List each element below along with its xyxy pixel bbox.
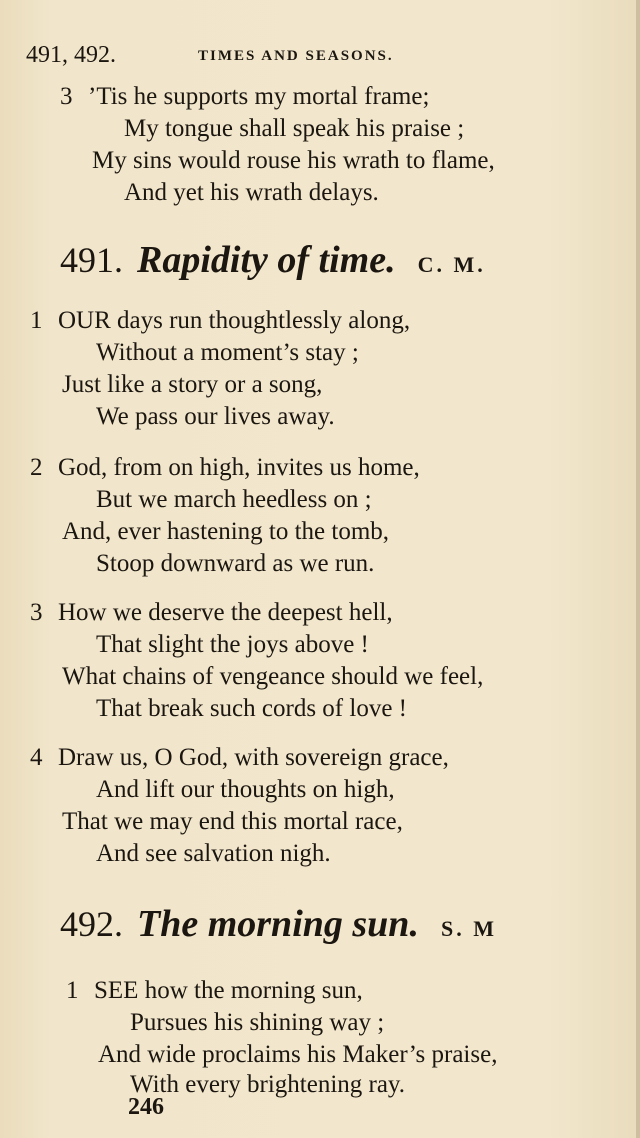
stanza-line: What chains of vengeance should we feel, <box>62 663 484 690</box>
stanza-line: And lift our thoughts on high, <box>96 776 395 803</box>
hymn-meter: C. M. <box>417 252 486 277</box>
hymn-title: The morning sun. <box>137 903 419 945</box>
stanza-line: And see salvation nigh. <box>96 840 331 867</box>
stanza-line: Just like a story or a song, <box>62 371 323 398</box>
stanza-number: 4 <box>30 744 43 771</box>
hymn-492-heading <box>60 902 497 946</box>
stanza-line: With every brightening ray. <box>130 1071 406 1098</box>
stanza-line: And wide proclaims his Maker’s praise, <box>98 1041 498 1068</box>
stanza-line: Without a moment’s stay ; <box>96 339 359 366</box>
hymn-number: 492. <box>60 904 123 944</box>
header-running-title: TIMES AND SEASONS. <box>198 48 394 64</box>
stanza-line: 1 OUR days run thoughtlessly along, <box>30 307 411 334</box>
stanza-line: That break such cords of love ! <box>96 695 407 722</box>
header-hymn-numbers: 491, 492. <box>26 42 116 68</box>
stanza-number: 1 <box>66 977 79 1004</box>
stanza-line: 2 God, from on high, invites us home, <box>30 454 420 481</box>
stanza-line: And, ever hastening to the tomb, <box>62 518 390 545</box>
stanza-line: We pass our lives away. <box>96 403 335 430</box>
stanza-line: Pursues his shining way ; <box>130 1009 385 1036</box>
page-edge <box>636 0 640 1138</box>
stanza-line: 3 How we deserve the deepest hell, <box>30 599 393 626</box>
stanza-line: Stoop downward as we run. <box>96 550 375 577</box>
stanza-line: My tongue shall speak his praise ; <box>124 115 465 142</box>
stanza-line: That we may end this mortal race, <box>62 808 403 835</box>
stanza-line: My sins would rouse his wrath to flame, <box>92 147 495 174</box>
stanza-line: But we march heedless on ; <box>96 486 372 513</box>
hymn-title: Rapidity of time. <box>137 239 396 281</box>
stanza-line: 3 ’Tis he supports my mortal frame; <box>60 83 430 110</box>
hymn-meter: S. M <box>440 916 497 941</box>
stanza-number: 3 <box>60 83 73 110</box>
running-header <box>26 42 394 69</box>
stanza-number: 1 <box>30 307 43 334</box>
stanza-line: And yet his wrath delays. <box>124 179 379 206</box>
stanza-line: 1 SEE how the morning sun, <box>66 977 363 1004</box>
stanza-number: 3 <box>30 599 43 626</box>
page-number: 246 <box>128 1094 164 1120</box>
hymn-number: 491. <box>60 240 123 280</box>
stanza-line: That slight the joys above ! <box>96 631 369 658</box>
hymn-491-heading <box>60 238 486 282</box>
stanza-number: 2 <box>30 454 43 481</box>
stanza-line: 4 Draw us, O God, with sovereign grace, <box>30 744 449 771</box>
